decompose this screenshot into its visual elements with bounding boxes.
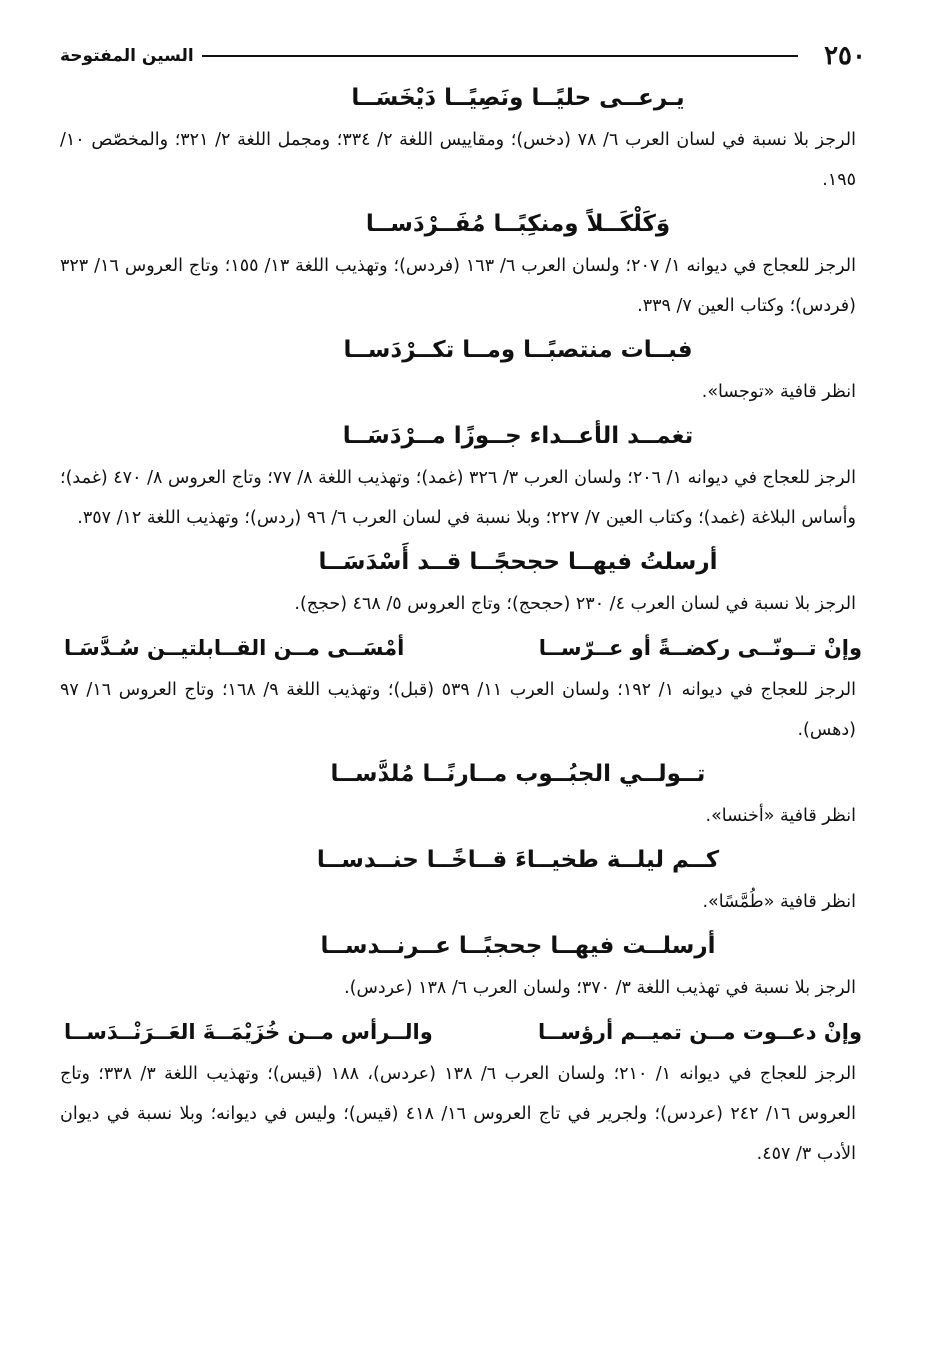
- hemistich-second: أمْسَــى مــن القــابلتيــن سُـدَّسَـا: [64, 636, 405, 660]
- entry-5: [60, 540, 866, 624]
- verse-couplet: [60, 626, 866, 670]
- entry-4: [60, 414, 866, 538]
- hemistich-first: وإنْ دعــوت مــن تميــم أرؤســا: [537, 1020, 862, 1044]
- reference-note: انظر قافية «توجسا».: [701, 382, 856, 402]
- entry-10: [60, 1010, 866, 1174]
- verse: أرسلتُ فيهــا حجحجًــا قــد أَسْدَسَــا: [318, 549, 718, 575]
- verse: تــولــي الجبُــوب مــارنًــا مُلدَّســا: [330, 761, 706, 787]
- entry-3: [60, 328, 866, 412]
- verse-couplet: [60, 1010, 866, 1054]
- entry-8: [60, 838, 866, 922]
- header-rule: [202, 55, 798, 57]
- reference-note: الرجز بلا نسبة في لسان العرب ٤/ ٢٣٠ (حجحج)؛ وتاج العروس ٥/ ٤٦٨ (حجج).: [294, 594, 856, 614]
- reference-note: الرجز بلا نسبة في لسان العرب ٦/ ٧٨ (دخس)؛ ومقاييس اللغة ٢/ ٣٣٤؛ ومجمل اللغة ٢/ ٣٢١؛ والمخصّص ١٠/ ١٩٥.: [60, 130, 856, 190]
- page-number: ٢٥٠: [824, 41, 866, 71]
- running-header: [60, 36, 866, 76]
- book-page: [60, 36, 866, 1176]
- section-title: السين المفتوحة: [60, 46, 194, 66]
- verse: أرسلــت فيهــا جحجبًــا عــرنــدســا: [320, 933, 716, 959]
- reference-note: الرجز للعجاج في ديوانه ١/ ٢٠٦؛ ولسان العرب ٣/ ٣٢٦ (غمد)؛ وتهذيب اللغة ٨/ ٧٧؛ وتاج العروس ٨/ ٤٧٠ (غمد)؛ وأساس البلاغة (غمد)؛ وكتاب العين ٧/ ٢٢٧؛ وبلا نسبة في لسان العرب ٦/ ٩٦ (ردس)؛ وتهذيب اللغة ١٢/ ٣٥٧.: [60, 468, 856, 528]
- reference-note: انظر قافية «طُمَّسًا».: [702, 892, 856, 912]
- verse: وَكَلْكَــلاً ومنكِبًــا مُفَــرْدَســا: [365, 211, 671, 237]
- verse: فبــات منتصبًــا ومــا تكــرْدَســا: [343, 337, 693, 363]
- reference-note: انظر قافية «أخنسا».: [705, 806, 856, 826]
- entry-7: [60, 752, 866, 836]
- hemistich-first: وإنْ تــونّــى ركضــةً أو عــرّســا: [538, 636, 862, 660]
- entry-9: [60, 924, 866, 1008]
- entry-1: [60, 76, 866, 200]
- hemistich-second: والــرأس مــن خُزَيْمَــةَ العَــرَنْــدَســا: [64, 1020, 433, 1044]
- entry-2: [60, 202, 866, 326]
- reference-note: الرجز للعجاج في ديوانه ١/ ١٩٢؛ ولسان العرب ١١/ ٥٣٩ (قبل)؛ وتهذيب اللغة ٩/ ١٦٨؛ وتاج العروس ١٦/ ٩٧ (دهس).: [60, 680, 856, 740]
- entry-6: [60, 626, 866, 750]
- reference-note: الرجز للعجاج في ديوانه ١/ ٢١٠؛ ولسان العرب ٦/ ١٣٨ (عردس)، ١٨٨ (قيس)؛ وتهذيب اللغة ٣/ ٣٣٨؛ وتاج العروس ١٦/ ٢٤٢ (عردس)؛ ولجرير في تاج العروس ١٦/ ٤١٨ (قيس)؛ وليس في ديوانه؛ وبلا نسبة في ديوان الأدب ٣/ ٤٥٧.: [60, 1064, 857, 1164]
- reference-note: الرجز للعجاج في ديوانه ١/ ٢٠٧؛ ولسان العرب ٦/ ١٦٣ (فردس)؛ وتهذيب اللغة ١٣/ ١٥٥؛ وتاج العروس ١٦/ ٣٢٣ (فردس)؛ وكتاب العين ٧/ ٣٣٩.: [60, 256, 856, 316]
- verse: كــم ليلــة طخيــاءَ قــاخًــا حنــدســا: [316, 847, 720, 873]
- reference-note: الرجز بلا نسبة في تهذيب اللغة ٣/ ٣٧٠؛ ولسان العرب ٦/ ١٣٨ (عردس).: [344, 978, 856, 998]
- verse: تغمــد الأعــداء جــوزًا مــرْدَسَــا: [342, 423, 694, 449]
- verse: يـرعــى حليًــا ونَصِيًــا دَيْخَسَــا: [351, 85, 685, 111]
